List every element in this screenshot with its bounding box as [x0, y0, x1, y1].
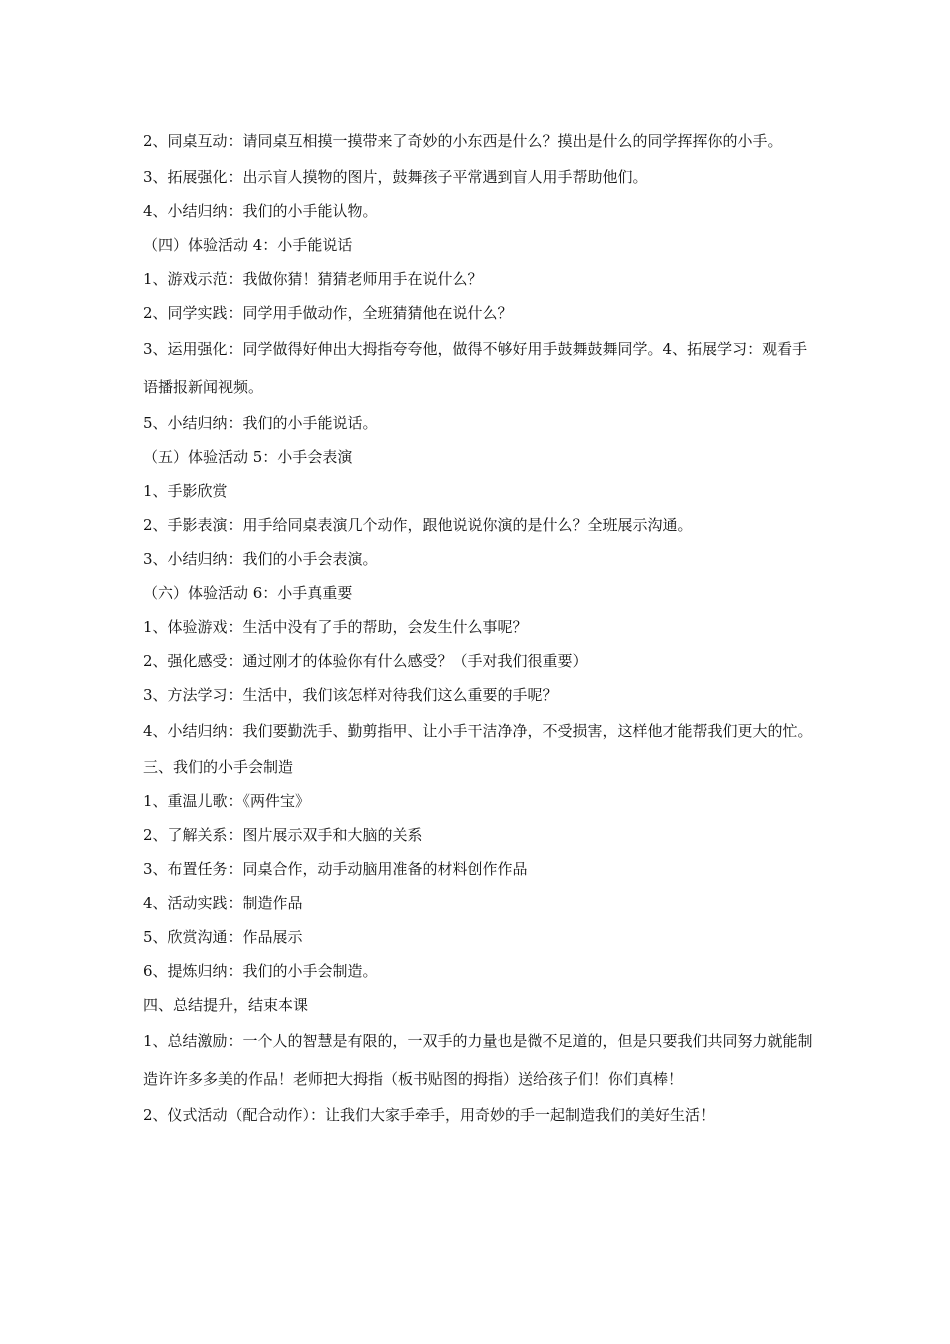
- paragraph: 4、小结归纳：我们的小手能认物。: [143, 202, 378, 220]
- paragraph: 1、总结激励：一个人的智慧是有限的，一双手的力量也是微不足道的，但是只要我们共同努力就能制造许许多多美的作品！老师把大拇指（板书贴图的拇指）送给孩子们！你们真棒！: [143, 1032, 813, 1088]
- paragraph: 6、提炼归纳：我们的小手会制造。: [143, 962, 378, 980]
- paragraph: 4、小结归纳：我们要勤洗手、勤剪指甲、让小手干洁净净，不受损害，这样他才能帮我们更大的忙。: [143, 722, 813, 740]
- paragraph: 2、同学实践：同学用手做动作，全班猜猜他在说什么？: [143, 304, 513, 322]
- section-heading: （四）体验活动 4：小手能说话: [143, 236, 353, 254]
- paragraph: 3、布置任务：同桌合作，动手动脑用准备的材料创作作品: [143, 860, 528, 878]
- paragraph: 1、游戏示范：我做你猜！猜猜老师用手在说什么？: [143, 270, 483, 288]
- paragraph: 3、运用强化：同学做得好伸出大拇指夸夸他，做得不够好用手鼓舞鼓舞同学。4、拓展学习：观看手语播报新闻视频。: [143, 340, 808, 396]
- paragraph: 1、手影欣赏: [143, 482, 228, 500]
- paragraph: 2、强化感受：通过刚才的体验你有什么感受？（手对我们很重要）: [143, 652, 588, 670]
- document-body: [143, 122, 813, 1132]
- paragraph: 2、手影表演：用手给同桌表演几个动作，跟他说说你演的是什么？全班展示沟通。: [143, 516, 693, 534]
- paragraph: 5、欣赏沟通：作品展示: [143, 928, 303, 946]
- paragraph: 1、体验游戏：生活中没有了手的帮助，会发生什么事呢？: [143, 618, 528, 636]
- section-heading: （六）体验活动 6：小手真重要: [143, 584, 353, 602]
- paragraph: 2、同桌互动：请同桌互相摸一摸带来了奇妙的小东西是什么？摸出是什么的同学挥挥你的小手。: [143, 132, 783, 150]
- section-heading: （五）体验活动 5：小手会表演: [143, 448, 353, 466]
- paragraph: 4、活动实践：制造作品: [143, 894, 303, 912]
- paragraph: 3、小结归纳：我们的小手会表演。: [143, 550, 378, 568]
- section-heading: 三、我们的小手会制造: [143, 758, 294, 776]
- paragraph: 1、重温儿歌：《两件宝》: [143, 792, 311, 810]
- section-heading: 四、总结提升，结束本课: [143, 996, 309, 1014]
- paragraph: 3、方法学习：生活中，我们该怎样对待我们这么重要的手呢？: [143, 686, 558, 704]
- paragraph: 3、拓展强化：出示盲人摸物的图片，鼓舞孩子平常遇到盲人用手帮助他们。: [143, 168, 648, 186]
- paragraph: 5、小结归纳：我们的小手能说话。: [143, 414, 378, 432]
- paragraph: 2、了解关系：图片展示双手和大脑的关系: [143, 826, 423, 844]
- paragraph: 2、仪式活动（配合动作）：让我们大家手牵手，用奇妙的手一起制造我们的美好生活！: [143, 1106, 716, 1124]
